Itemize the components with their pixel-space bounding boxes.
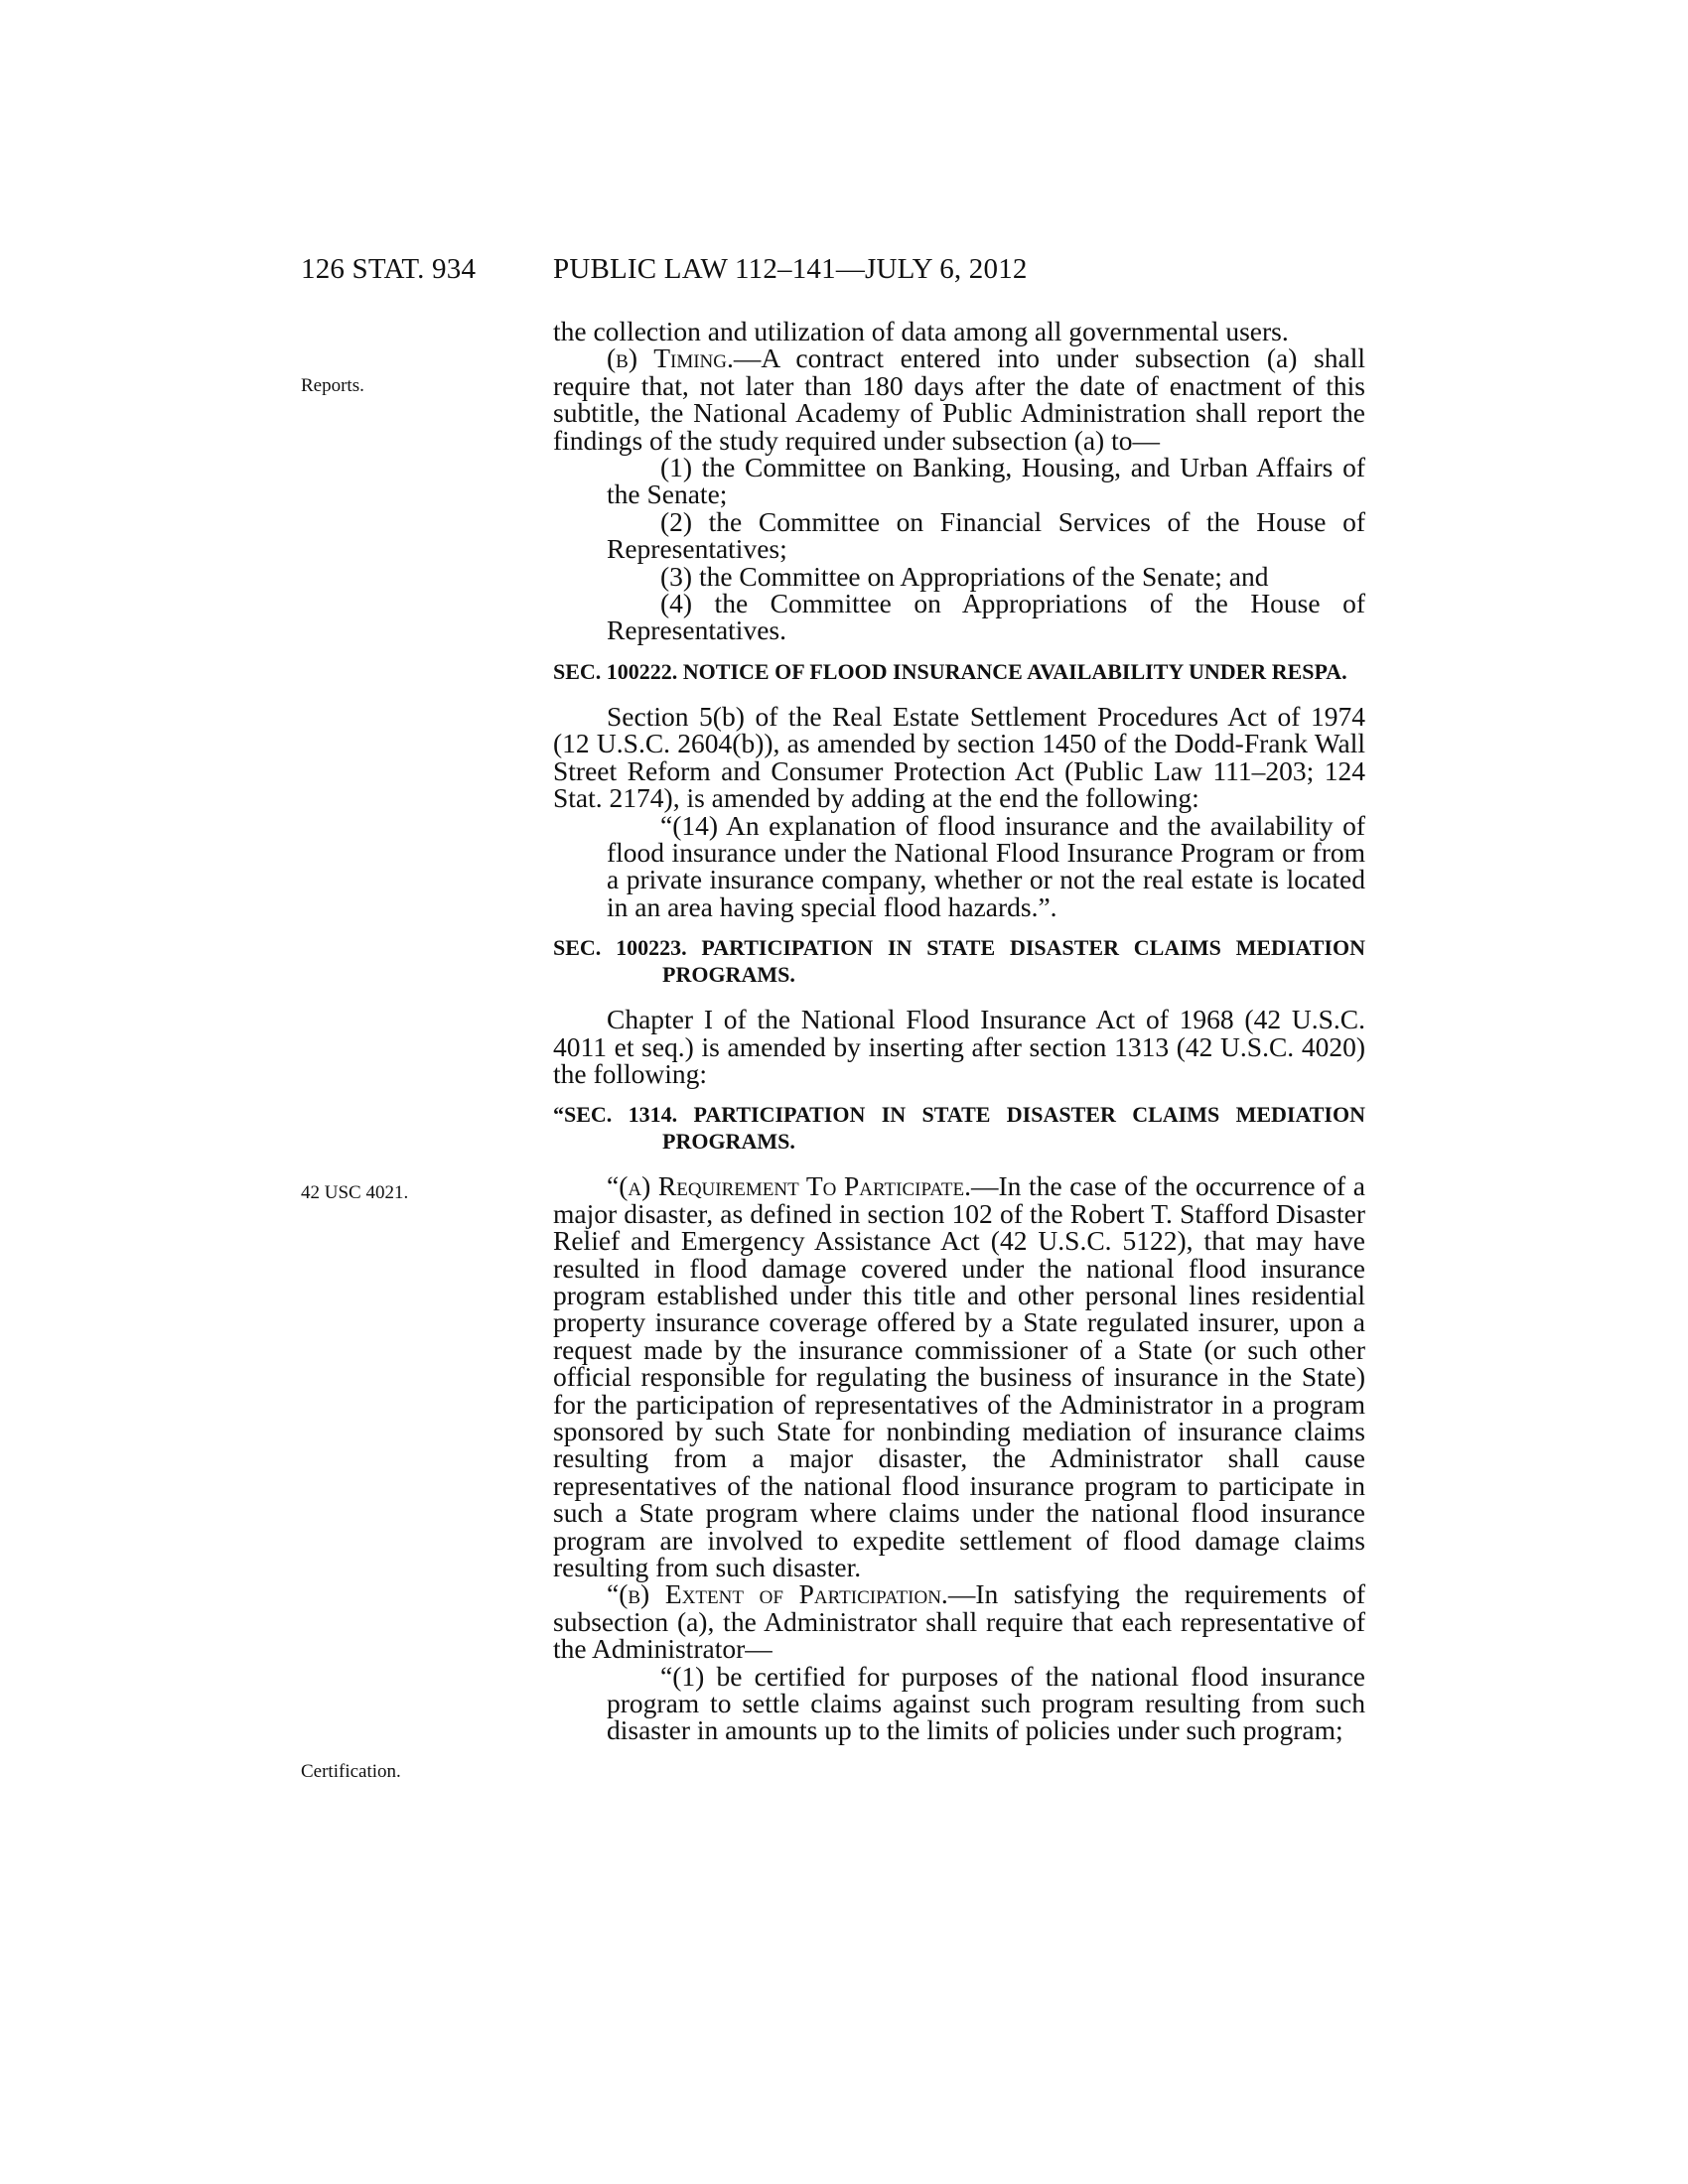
requirement-heading: “(a) Requirement To Participate. xyxy=(607,1170,972,1202)
paragraph-timing xyxy=(553,344,1365,454)
list-item-3: (3) the Committee on Appropriations of the Senate; and xyxy=(660,560,1269,592)
extent-text: —In satisfying the requirements of subsection (a), the Administrator shall require that each representative of the Administrator— xyxy=(553,1578,1366,1665)
margin-note-reports: Reports. xyxy=(301,375,364,396)
paragraph-continuation: the collection and utilization of data among all governmental users. xyxy=(553,316,1289,346)
margin-note-usc: 42 USC 4021. xyxy=(301,1182,409,1203)
requirement-text: —In the case of the occurrence of a major disaster, as defined in section 102 of the Robert T. Stafford Disaster Relief and Emergency Assistance Act (42 U.S.C. 5122), that may have resulted in flood damage covered under the national flood insurance program established under this title and other personal lines residential property insurance coverage offered by a State regulated insurer, upon a request made by the insurance commissioner of a State (or such other official responsible for regulating the business of insurance in the State) for the participation of representatives of the Administrator in a program sponsored by such State for nonbinding mediation of insurance claims resulting from a major disaster, the Administrator shall cause representatives of the national flood insurance program to participate in such a State program where claims under the national flood insurance program are involved to expedite settlement of flood damage claims resulting from such disaster. xyxy=(553,1170,1366,1583)
margin-note-certification: Certification. xyxy=(301,1761,401,1782)
paragraph-requirement xyxy=(553,1170,1366,1583)
certification-item: “(1) be certified for purposes of the national flood insurance program to settle claims against such program resulting from such disaster in amounts up to the limits of policies under such program; xyxy=(607,1660,1365,1746)
list-item-1: (1) the Committee on Banking, Housing, and Urban Affairs of the Senate; xyxy=(607,452,1365,510)
paragraph-extent xyxy=(553,1578,1366,1665)
statute-page-reference: 126 STAT. 934 xyxy=(301,253,477,285)
list-item-4: (4) the Committee on Appropriations of the House of Representatives. xyxy=(607,588,1365,646)
section-heading-1314: “SEC. 1314. PARTICIPATION IN STATE DISASTER CLAIMS MEDIATION PROGRAMS. xyxy=(553,1102,1365,1155)
timing-text: —A contract entered into under subsection (a) shall require that, not later than 180 days after the date of enactment of this subtitle, the National Academy of Public Administration shall report the findings of the study required under subsection (a) to— xyxy=(553,342,1366,456)
section-heading-100222: SEC. 100222. NOTICE OF FLOOD INSURANCE AVAILABILITY UNDER RESPA. xyxy=(553,658,1347,684)
extent-heading: “(b) Extent of Participation. xyxy=(607,1578,948,1610)
quoted-paragraph-14: “(14) An explanation of flood insurance and the availability of flood insurance under the National Flood Insurance Program or from a private insurance company, whether or not the real estate is located in an area having special flood hazards.”. xyxy=(607,809,1365,922)
section-heading-100223: SEC. 100223. PARTICIPATION IN STATE DISASTER CLAIMS MEDIATION PROGRAMS. xyxy=(553,935,1365,988)
timing-heading: (b) Timing. xyxy=(607,342,734,374)
list-item-2: (2) the Committee on Financial Services of the House of Representatives; xyxy=(607,505,1365,565)
paragraph-100223: Chapter I of the National Flood Insurance Act of 1968 (42 U.S.C. 4011 et seq.) is amended by inserting after section 1313 (42 U.S.C. 4020) the following: xyxy=(553,1004,1365,1089)
statute-body xyxy=(553,318,1365,1744)
public-law-title: PUBLIC LAW 112–141—JULY 6, 2012 xyxy=(553,253,1028,285)
paragraph-100222: Section 5(b) of the Real Estate Settlement Procedures Act of 1974 (12 U.S.C. 2604(b)), as amended by section 1450 of the Dodd-Frank Wall Street Reform and Consumer Protection Act (Public Law 111–203; 124 Stat. 2174), is amended by adding at the end the following: xyxy=(553,700,1365,814)
